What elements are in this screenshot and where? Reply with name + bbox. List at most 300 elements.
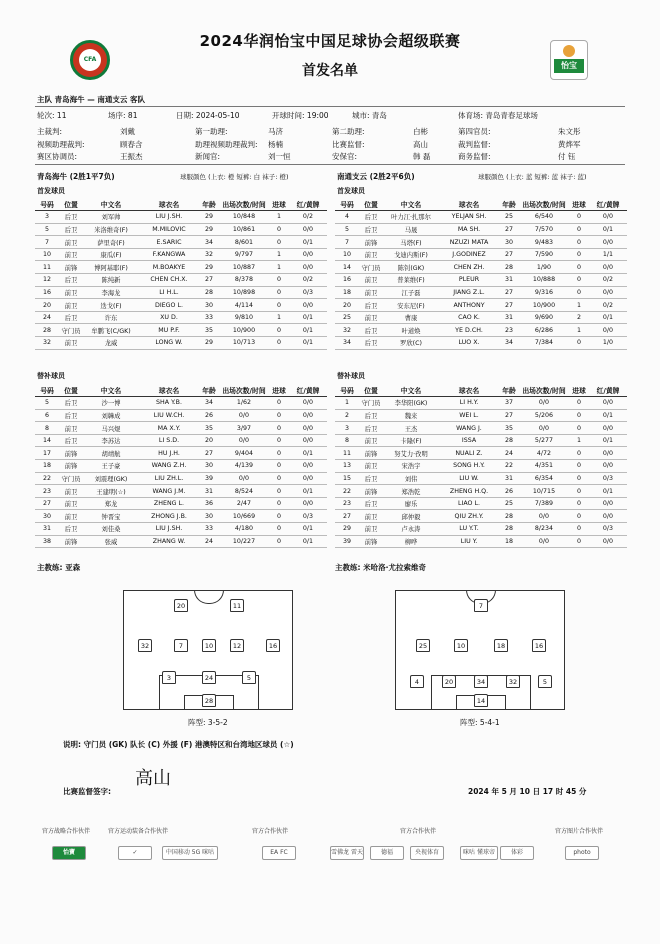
official-role: 第二助理: xyxy=(332,127,365,136)
table-cell: 李苏达 xyxy=(83,434,139,447)
home-subs-label: 替补球员 xyxy=(37,372,65,380)
column-header: 球衣名 xyxy=(139,384,199,397)
table-cell: ISSA xyxy=(439,434,499,447)
signature-label: 比赛监督签字: xyxy=(63,787,111,796)
table-cell: LIU Y. xyxy=(439,535,499,548)
table-cell: 0 xyxy=(569,397,589,410)
home-coach: 主教练: 亚森 xyxy=(37,563,81,572)
table-cell: 0/0 xyxy=(289,434,327,447)
table-cell: 6/540 xyxy=(519,211,569,224)
table-cell: LIU ZH.L. xyxy=(139,472,199,485)
table-cell: 0/0 xyxy=(289,299,327,312)
column-header: 出场次数/时间 xyxy=(219,384,269,397)
table-cell: 5/277 xyxy=(519,434,569,447)
table-cell: 0/3 xyxy=(289,286,327,299)
table-cell: 0/0 xyxy=(589,286,627,299)
table-cell: 14 xyxy=(335,261,359,274)
table-cell: 6/286 xyxy=(519,324,569,337)
table-cell: 0/1 xyxy=(289,523,327,536)
table-cell: 前卫 xyxy=(59,236,83,249)
table-cell: 0/1 xyxy=(589,485,627,498)
player-shirt-icon: 20 xyxy=(442,675,456,688)
table-cell: 0/0 xyxy=(219,409,269,422)
table-row xyxy=(335,248,627,261)
table-cell: 0 xyxy=(569,460,589,473)
table-cell: HU J.H. xyxy=(139,447,199,460)
column-header: 红/黄牌 xyxy=(589,198,627,211)
table-cell: 王子豪 xyxy=(83,460,139,473)
table-cell: 0/0 xyxy=(519,397,569,410)
match-venue: 体育场: 青岛青春足球场 xyxy=(458,111,538,120)
table-cell: 0/1 xyxy=(289,236,327,249)
table-cell: 前卫 xyxy=(359,248,383,261)
table-row xyxy=(335,274,627,287)
sponsor-label: 官方合作伙伴 xyxy=(252,828,289,835)
table-cell: M.MILOVIC xyxy=(139,223,199,236)
table-cell: 0/0 xyxy=(519,510,569,523)
table-cell: 0 xyxy=(569,472,589,485)
table-cell: 1 xyxy=(269,248,289,261)
column-header: 球衣名 xyxy=(139,198,199,211)
table-cell: 李华阳(GK) xyxy=(383,397,439,410)
official-role: 新闻官: xyxy=(195,152,221,161)
player-shirt-icon: 10 xyxy=(454,639,468,652)
table-cell: 后卫 xyxy=(59,274,83,287)
table-cell: 前卫 xyxy=(359,286,383,299)
home-formation-pitch xyxy=(123,590,293,710)
table-cell: 前锋 xyxy=(59,460,83,473)
official-role: 视频助理裁判: xyxy=(37,139,85,149)
official-name: 刘戴 xyxy=(120,127,135,136)
table-cell: 后卫 xyxy=(359,324,383,337)
table-cell: 28 xyxy=(199,286,219,299)
player-shirt-icon: 14 xyxy=(474,694,488,707)
table-cell: 34 xyxy=(199,236,219,249)
table-cell: SONG H.Y. xyxy=(439,460,499,473)
table-cell: 努艾力·孜明 xyxy=(383,447,439,460)
sponsor-logo: 央视体育 xyxy=(410,846,444,860)
table-row xyxy=(335,472,627,485)
table-cell: 0/1 xyxy=(589,311,627,324)
table-cell: 廖乐 xyxy=(383,497,439,510)
official-name: 韩 磊 xyxy=(413,152,431,161)
table-cell: 4/72 xyxy=(519,447,569,460)
column-header: 出场次数/时间 xyxy=(519,384,569,397)
table-cell: 刘佳桑 xyxy=(83,523,139,536)
table-cell: 守门员 xyxy=(59,472,83,485)
player-shirt-icon: 16 xyxy=(266,639,280,652)
table-cell: 28 xyxy=(499,261,519,274)
table-row xyxy=(35,337,327,350)
table-cell: ANTHONY xyxy=(439,299,499,312)
table-cell: 27 xyxy=(499,223,519,236)
table-cell: 0/0 xyxy=(289,460,327,473)
table-cell: 28 xyxy=(499,434,519,447)
table-row xyxy=(335,434,627,447)
table-cell: 7/570 xyxy=(519,223,569,236)
table-cell: 后卫 xyxy=(359,497,383,510)
home-team-name: 青岛海牛 (2胜1平7负) xyxy=(37,172,115,181)
table-cell: 前卫 xyxy=(359,510,383,523)
table-cell: 0 xyxy=(269,422,289,435)
official-role: 第一助理: xyxy=(195,127,228,136)
table-cell: 0 xyxy=(269,236,289,249)
table-cell: F.KANGWA xyxy=(139,248,199,261)
table-cell: 0/0 xyxy=(589,236,627,249)
table-cell: 1 xyxy=(269,211,289,224)
table-cell: 邱仲毅 xyxy=(383,510,439,523)
table-cell: 27 xyxy=(199,274,219,287)
table-row xyxy=(335,324,627,337)
table-row xyxy=(335,409,627,422)
table-cell: CHEN ZH. xyxy=(439,261,499,274)
table-cell: 康瓜(F) xyxy=(83,248,139,261)
official-name: 朱文彤 xyxy=(558,127,581,136)
table-cell: 前卫 xyxy=(59,286,83,299)
table-cell: 4/139 xyxy=(219,460,269,473)
table-cell: 王杰 xyxy=(383,422,439,435)
table-cell: 10/848 xyxy=(219,211,269,224)
table-cell: 30 xyxy=(199,510,219,523)
table-cell: 8 xyxy=(335,434,359,447)
table-cell: 张威 xyxy=(83,535,139,548)
table-cell: YE D.CH. xyxy=(439,324,499,337)
table-row xyxy=(335,286,627,299)
table-cell: 1/62 xyxy=(219,397,269,410)
table-cell: 0/3 xyxy=(289,510,327,523)
table-cell: CAO K. xyxy=(439,311,499,324)
table-cell: 前锋 xyxy=(59,535,83,548)
table-cell: 前卫 xyxy=(359,311,383,324)
official-name: 王振杰 xyxy=(120,152,143,161)
column-header: 球衣名 xyxy=(439,198,499,211)
player-shirt-icon: 3 xyxy=(162,671,176,684)
table-cell: 25 xyxy=(335,311,359,324)
table-cell: 6 xyxy=(35,409,59,422)
table-cell: 叶道焕 xyxy=(383,324,439,337)
table-cell: 陈钊(GK) xyxy=(383,261,439,274)
table-cell: 4/114 xyxy=(219,299,269,312)
table-cell: 28 xyxy=(499,523,519,536)
table-cell: 前卫 xyxy=(359,523,383,536)
away-formation-pitch xyxy=(395,590,565,710)
away-starters-label: 首发球员 xyxy=(337,187,365,195)
column-header: 出场次数/时间 xyxy=(519,198,569,211)
table-cell: 30 xyxy=(499,236,519,249)
table-cell: 2 xyxy=(569,311,589,324)
table-cell: 12 xyxy=(35,274,59,287)
table-cell: 刘军帅 xyxy=(83,211,139,224)
table-cell: 0 xyxy=(569,497,589,510)
table-cell: 龙威 xyxy=(83,337,139,350)
table-cell: 0/1 xyxy=(589,223,627,236)
table-row xyxy=(35,236,327,249)
sponsor-logo: 怡寶 xyxy=(52,846,86,860)
table-cell: 柳哗 xyxy=(383,535,439,548)
table-cell: 34 xyxy=(199,397,219,410)
table-cell: 0 xyxy=(569,409,589,422)
table-cell: 0 xyxy=(569,274,589,287)
table-cell: 1 xyxy=(569,434,589,447)
table-row xyxy=(335,223,627,236)
table-cell: 13 xyxy=(335,460,359,473)
table-cell: 0 xyxy=(569,337,589,350)
table-cell: 10/669 xyxy=(219,510,269,523)
table-cell: 0 xyxy=(569,535,589,548)
column-header: 球衣名 xyxy=(439,384,499,397)
table-cell: 8/524 xyxy=(219,485,269,498)
official-role: 比赛监督: xyxy=(332,139,365,149)
table-cell: 0 xyxy=(269,460,289,473)
table-cell: 0/0 xyxy=(589,261,627,274)
table-cell: 3 xyxy=(335,422,359,435)
table-cell: 前锋 xyxy=(359,236,383,249)
table-cell: 8/601 xyxy=(219,236,269,249)
match-field-no: 场序: 81 xyxy=(108,111,138,120)
table-cell: 27 xyxy=(199,447,219,460)
table-cell: 钟晋宝 xyxy=(83,510,139,523)
away-starters-table xyxy=(335,198,627,350)
table-row xyxy=(35,460,327,473)
table-cell: 18 xyxy=(335,286,359,299)
table-cell: MU P.F. xyxy=(139,324,199,337)
table-cell: 5 xyxy=(335,223,359,236)
table-cell: MA SH. xyxy=(439,223,499,236)
table-cell: 0 xyxy=(569,211,589,224)
sponsor-logo: photo xyxy=(565,846,599,860)
table-cell: 0/0 xyxy=(589,460,627,473)
column-header: 进球 xyxy=(569,384,589,397)
official-role: 助理视频助理裁判: xyxy=(195,139,258,149)
table-row xyxy=(35,274,327,287)
table-cell: 23 xyxy=(35,485,59,498)
table-cell: 前卫 xyxy=(59,485,83,498)
table-cell: 江子磊 xyxy=(383,286,439,299)
table-cell: 0/2 xyxy=(589,299,627,312)
column-header: 出场次数/时间 xyxy=(219,198,269,211)
table-cell: 郑浩乾 xyxy=(383,485,439,498)
table-cell: 39 xyxy=(335,535,359,548)
official-role: 商务监督: xyxy=(458,152,491,161)
table-cell: 0/0 xyxy=(589,422,627,435)
table-cell: 9/797 xyxy=(219,248,269,261)
table-cell: 0 xyxy=(569,510,589,523)
table-cell: 9/404 xyxy=(219,447,269,460)
table-row xyxy=(335,337,627,350)
table-row xyxy=(335,299,627,312)
table-row xyxy=(35,485,327,498)
table-cell: 0 xyxy=(269,324,289,337)
table-cell: 9/483 xyxy=(519,236,569,249)
table-cell: 37 xyxy=(499,397,519,410)
table-row xyxy=(335,497,627,510)
table-cell: NZUZI MATA xyxy=(439,236,499,249)
table-row xyxy=(35,535,327,548)
table-cell: 1 xyxy=(269,261,289,274)
table-cell: J.GODINEZ xyxy=(439,248,499,261)
table-cell: 0 xyxy=(569,485,589,498)
table-cell: 35 xyxy=(499,422,519,435)
table-cell: 0/0 xyxy=(219,472,269,485)
player-shirt-icon: 34 xyxy=(474,675,488,688)
table-cell: 1 xyxy=(335,397,359,410)
column-header: 号码 xyxy=(35,384,59,397)
table-cell: 0 xyxy=(569,447,589,460)
table-cell: 后卫 xyxy=(59,311,83,324)
player-shirt-icon: 20 xyxy=(174,599,188,612)
table-cell: 0/0 xyxy=(289,497,327,510)
table-cell: 10/900 xyxy=(219,324,269,337)
table-cell: LUO X. xyxy=(439,337,499,350)
table-cell: 7/590 xyxy=(519,248,569,261)
sponsor-logo: ✓ xyxy=(118,846,152,860)
column-header: 进球 xyxy=(569,198,589,211)
table-cell: 24 xyxy=(35,311,59,324)
table-row xyxy=(35,261,327,274)
table-cell: 28 xyxy=(499,510,519,523)
table-cell: ZHONG J.B. xyxy=(139,510,199,523)
table-cell: LU Y.T. xyxy=(439,523,499,536)
table-cell: 卢永涛 xyxy=(383,523,439,536)
table-cell: 20 xyxy=(199,434,219,447)
table-cell: 0/1 xyxy=(289,337,327,350)
table-cell: 7/389 xyxy=(519,497,569,510)
official-role: 主裁判: xyxy=(37,127,63,136)
table-row xyxy=(35,510,327,523)
column-header: 年龄 xyxy=(199,384,219,397)
table-cell: 马晟 xyxy=(383,223,439,236)
table-cell: 18 xyxy=(499,535,519,548)
table-cell: 5/206 xyxy=(519,409,569,422)
table-cell: 29 xyxy=(199,261,219,274)
table-cell: 0 xyxy=(569,422,589,435)
table-cell: 22 xyxy=(35,472,59,485)
official-role: 裁判监督: xyxy=(458,139,491,149)
table-cell: LI S.D. xyxy=(139,434,199,447)
table-cell: 2/47 xyxy=(219,497,269,510)
official-name: 付 钰 xyxy=(558,152,576,161)
player-shirt-icon: 5 xyxy=(538,675,552,688)
page-title: 2024华润怡宝中国足球协会超级联赛 xyxy=(199,32,461,50)
table-cell: 10 xyxy=(35,248,59,261)
table-cell: 27 xyxy=(35,497,59,510)
table-cell: 安东尼(F) xyxy=(383,299,439,312)
table-cell: 0 xyxy=(269,337,289,350)
table-cell: 20 xyxy=(35,299,59,312)
table-row xyxy=(335,485,627,498)
signed-time: 2024 年 5 月 10 日 17 时 45 分 xyxy=(468,787,587,796)
column-header: 年龄 xyxy=(199,198,219,211)
table-cell: 0/1 xyxy=(289,535,327,548)
match-city: 城市: 青岛 xyxy=(352,111,387,120)
table-cell: 牟鹏飞(C/GK) xyxy=(83,324,139,337)
table-cell: 前锋 xyxy=(359,535,383,548)
table-row xyxy=(35,211,327,224)
table-cell: 26 xyxy=(499,485,519,498)
table-cell: 6/354 xyxy=(519,472,569,485)
table-cell: 35 xyxy=(199,422,219,435)
table-row xyxy=(35,422,327,435)
table-cell: 31 xyxy=(499,274,519,287)
sponsor-logo: 雪佛龙 雷天 xyxy=(330,846,364,860)
official-name: 黄烨军 xyxy=(558,139,581,149)
table-cell: 25 xyxy=(499,211,519,224)
table-cell: 31 xyxy=(499,311,519,324)
table-cell: 0/1 xyxy=(589,409,627,422)
home-kit: 球服颜色 (上衣: 橙 短裤: 白 袜子: 橙) xyxy=(180,173,289,181)
column-header: 红/黄牌 xyxy=(589,384,627,397)
table-cell: 23 xyxy=(335,497,359,510)
away-team-name: 南通支云 (2胜2平6负) xyxy=(337,172,415,181)
table-row xyxy=(335,397,627,410)
table-cell: 许东 xyxy=(83,311,139,324)
table-cell: 3 xyxy=(35,211,59,224)
table-cell: 刘韡成 xyxy=(83,409,139,422)
table-cell: 11 xyxy=(335,447,359,460)
table-cell: 前锋 xyxy=(359,447,383,460)
table-row xyxy=(335,447,627,460)
table-cell: 0 xyxy=(569,236,589,249)
table-cell: 31 xyxy=(499,472,519,485)
table-row xyxy=(35,324,327,337)
table-cell: 32 xyxy=(35,337,59,350)
table-cell: 0/1 xyxy=(289,485,327,498)
table-cell: DIEGO L. xyxy=(139,299,199,312)
column-header: 进球 xyxy=(269,198,289,211)
table-cell: 0/2 xyxy=(289,211,327,224)
table-cell: 0/0 xyxy=(289,261,327,274)
table-cell: 前卫 xyxy=(59,337,83,350)
table-cell: 郑龙 xyxy=(83,497,139,510)
table-cell: 前卫 xyxy=(59,299,83,312)
sponsor-logo: EA FC xyxy=(262,846,296,860)
table-cell: LIU J.SH. xyxy=(139,211,199,224)
home-starters-label: 首发球员 xyxy=(37,187,65,195)
table-cell: 守门员 xyxy=(59,324,83,337)
column-header: 中文名 xyxy=(383,198,439,211)
table-cell: 0 xyxy=(269,397,289,410)
player-shirt-icon: 4 xyxy=(410,675,424,688)
table-cell: 1 xyxy=(569,324,589,337)
table-cell: LI H.L. xyxy=(139,286,199,299)
table-cell: 后卫 xyxy=(59,211,83,224)
table-cell: 30 xyxy=(199,460,219,473)
table-cell: 0/0 xyxy=(219,434,269,447)
table-cell: 10/861 xyxy=(219,223,269,236)
match-date: 日期: 2024-05-10 xyxy=(176,111,240,120)
table-cell: 1/90 xyxy=(519,261,569,274)
table-header xyxy=(335,198,627,211)
table-cell: E.SARIC xyxy=(139,236,199,249)
official-name: 马济 xyxy=(268,127,283,136)
table-cell: 0/0 xyxy=(589,397,627,410)
match-teams: 主队 青岛海牛 — 南通支云 客队 xyxy=(37,95,145,104)
table-cell: 4/180 xyxy=(219,523,269,536)
table-cell: 27 xyxy=(335,510,359,523)
table-cell: 9/316 xyxy=(519,286,569,299)
table-cell: SHA Y.B. xyxy=(139,397,199,410)
table-cell: 后卫 xyxy=(59,223,83,236)
table-cell: 0/0 xyxy=(289,248,327,261)
player-shirt-icon: 7 xyxy=(174,639,188,652)
table-row xyxy=(35,286,327,299)
home-formation: 阵型: 3-5-2 xyxy=(188,718,228,727)
table-row xyxy=(335,510,627,523)
away-subs-label: 替补球员 xyxy=(337,372,365,380)
table-cell: 0/0 xyxy=(289,409,327,422)
table-row xyxy=(35,397,327,410)
table-cell: 29 xyxy=(199,223,219,236)
